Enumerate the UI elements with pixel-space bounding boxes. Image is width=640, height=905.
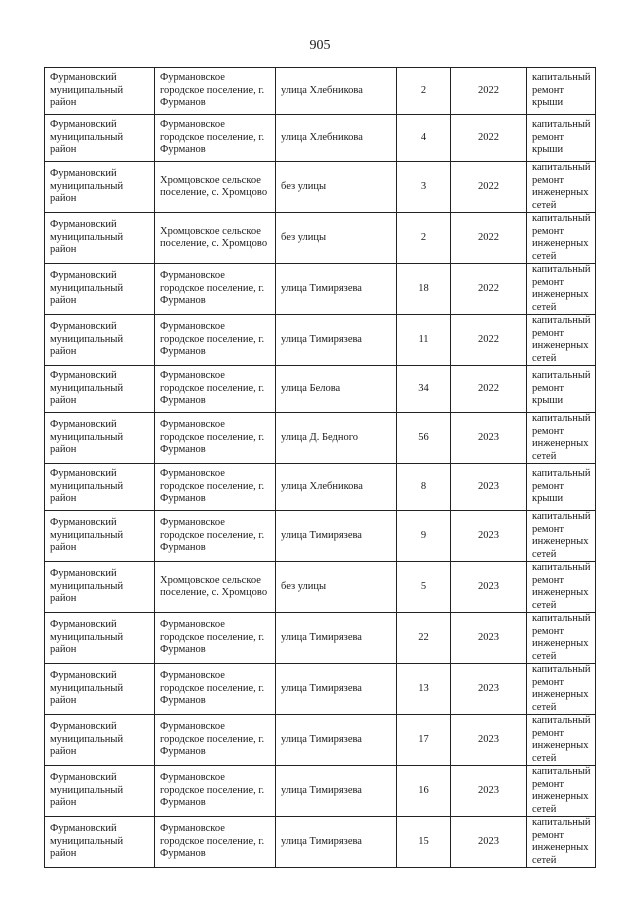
- settlement-cell: Фурмановское городское поселение, г. Фурманов: [155, 664, 276, 715]
- table-row: [45, 766, 596, 817]
- settlement-cell: Фурмановское городское поселение, г. Фурманов: [155, 715, 276, 766]
- repair-schedule-table: [44, 67, 596, 868]
- settlement-cell: Фурмановское городское поселение, г. Фурманов: [155, 366, 276, 413]
- street-cell: улица Хлебникова: [276, 115, 397, 162]
- year-cell: 2023: [451, 562, 527, 613]
- work-type-cell: капитальный ремонт инженерных сетей: [527, 664, 596, 715]
- work-type-cell: капитальный ремонт крыши: [527, 115, 596, 162]
- table-row: [45, 213, 596, 264]
- district-cell: Фурмановский муниципальный район: [45, 511, 155, 562]
- street-cell: улица Хлебникова: [276, 68, 397, 115]
- year-cell: 2022: [451, 366, 527, 413]
- settlement-cell: Хромцовское сельское поселение, с. Хромцово: [155, 162, 276, 213]
- table-row: [45, 817, 596, 868]
- house-cell: 56: [397, 413, 451, 464]
- house-cell: 2: [397, 68, 451, 115]
- table-row: [45, 115, 596, 162]
- table-row: [45, 264, 596, 315]
- house-cell: 2: [397, 213, 451, 264]
- work-type-cell: капитальный ремонт инженерных сетей: [527, 315, 596, 366]
- table-row: [45, 664, 596, 715]
- year-cell: 2023: [451, 817, 527, 868]
- work-type-cell: капитальный ремонт крыши: [527, 68, 596, 115]
- settlement-cell: Фурмановское городское поселение, г. Фурманов: [155, 264, 276, 315]
- district-cell: Фурмановский муниципальный район: [45, 664, 155, 715]
- year-cell: 2023: [451, 613, 527, 664]
- table-row: [45, 464, 596, 511]
- street-cell: улица Тимирязева: [276, 715, 397, 766]
- district-cell: Фурмановский муниципальный район: [45, 213, 155, 264]
- district-cell: Фурмановский муниципальный район: [45, 115, 155, 162]
- table-body: [45, 68, 596, 868]
- work-type-cell: капитальный ремонт инженерных сетей: [527, 817, 596, 868]
- work-type-cell: капитальный ремонт крыши: [527, 366, 596, 413]
- street-cell: без улицы: [276, 162, 397, 213]
- year-cell: 2022: [451, 315, 527, 366]
- street-cell: без улицы: [276, 562, 397, 613]
- street-cell: улица Д. Бедного: [276, 413, 397, 464]
- year-cell: 2023: [451, 464, 527, 511]
- street-cell: улица Тимирязева: [276, 664, 397, 715]
- street-cell: улица Тимирязева: [276, 511, 397, 562]
- house-cell: 9: [397, 511, 451, 562]
- house-cell: 5: [397, 562, 451, 613]
- settlement-cell: Фурмановское городское поселение, г. Фурманов: [155, 511, 276, 562]
- house-cell: 11: [397, 315, 451, 366]
- settlement-cell: Фурмановское городское поселение, г. Фурманов: [155, 766, 276, 817]
- table-row: [45, 715, 596, 766]
- street-cell: улица Тимирязева: [276, 264, 397, 315]
- district-cell: Фурмановский муниципальный район: [45, 464, 155, 511]
- table-row: [45, 413, 596, 464]
- district-cell: Фурмановский муниципальный район: [45, 766, 155, 817]
- year-cell: 2022: [451, 213, 527, 264]
- year-cell: 2023: [451, 766, 527, 817]
- year-cell: 2022: [451, 115, 527, 162]
- district-cell: Фурмановский муниципальный район: [45, 817, 155, 868]
- work-type-cell: капитальный ремонт инженерных сетей: [527, 213, 596, 264]
- table-row: [45, 511, 596, 562]
- year-cell: 2022: [451, 68, 527, 115]
- district-cell: Фурмановский муниципальный район: [45, 68, 155, 115]
- settlement-cell: Хромцовское сельское поселение, с. Хромцово: [155, 562, 276, 613]
- work-type-cell: капитальный ремонт инженерных сетей: [527, 413, 596, 464]
- house-cell: 15: [397, 817, 451, 868]
- work-type-cell: капитальный ремонт инженерных сетей: [527, 264, 596, 315]
- house-cell: 34: [397, 366, 451, 413]
- district-cell: Фурмановский муниципальный район: [45, 562, 155, 613]
- district-cell: Фурмановский муниципальный район: [45, 715, 155, 766]
- work-type-cell: капитальный ремонт инженерных сетей: [527, 766, 596, 817]
- street-cell: улица Тимирязева: [276, 817, 397, 868]
- year-cell: 2022: [451, 264, 527, 315]
- street-cell: улица Белова: [276, 366, 397, 413]
- settlement-cell: Фурмановское городское поселение, г. Фурманов: [155, 464, 276, 511]
- district-cell: Фурмановский муниципальный район: [45, 264, 155, 315]
- house-cell: 22: [397, 613, 451, 664]
- district-cell: Фурмановский муниципальный район: [45, 315, 155, 366]
- street-cell: без улицы: [276, 213, 397, 264]
- table-row: [45, 68, 596, 115]
- settlement-cell: Фурмановское городское поселение, г. Фурманов: [155, 613, 276, 664]
- street-cell: улица Тимирязева: [276, 315, 397, 366]
- house-cell: 4: [397, 115, 451, 162]
- district-cell: Фурмановский муниципальный район: [45, 613, 155, 664]
- house-cell: 16: [397, 766, 451, 817]
- table-row: [45, 613, 596, 664]
- year-cell: 2023: [451, 413, 527, 464]
- table-row: [45, 562, 596, 613]
- year-cell: 2023: [451, 511, 527, 562]
- house-cell: 8: [397, 464, 451, 511]
- house-cell: 13: [397, 664, 451, 715]
- street-cell: улица Тимирязева: [276, 613, 397, 664]
- settlement-cell: Фурмановское городское поселение, г. Фурманов: [155, 413, 276, 464]
- street-cell: улица Хлебникова: [276, 464, 397, 511]
- work-type-cell: капитальный ремонт инженерных сетей: [527, 562, 596, 613]
- street-cell: улица Тимирязева: [276, 766, 397, 817]
- settlement-cell: Фурмановское городское поселение, г. Фурманов: [155, 68, 276, 115]
- work-type-cell: капитальный ремонт инженерных сетей: [527, 715, 596, 766]
- table-row: [45, 315, 596, 366]
- district-cell: Фурмановский муниципальный район: [45, 162, 155, 213]
- settlement-cell: Хромцовское сельское поселение, с. Хромцово: [155, 213, 276, 264]
- house-cell: 3: [397, 162, 451, 213]
- district-cell: Фурмановский муниципальный район: [45, 413, 155, 464]
- settlement-cell: Фурмановское городское поселение, г. Фурманов: [155, 315, 276, 366]
- work-type-cell: капитальный ремонт инженерных сетей: [527, 511, 596, 562]
- settlement-cell: Фурмановское городское поселение, г. Фурманов: [155, 115, 276, 162]
- settlement-cell: Фурмановское городское поселение, г. Фурманов: [155, 817, 276, 868]
- year-cell: 2022: [451, 162, 527, 213]
- work-type-cell: капитальный ремонт инженерных сетей: [527, 162, 596, 213]
- district-cell: Фурмановский муниципальный район: [45, 366, 155, 413]
- page-number: 905: [309, 38, 331, 53]
- table-row: [45, 162, 596, 213]
- year-cell: 2023: [451, 664, 527, 715]
- year-cell: 2023: [451, 715, 527, 766]
- work-type-cell: капитальный ремонт инженерных сетей: [527, 613, 596, 664]
- house-cell: 18: [397, 264, 451, 315]
- house-cell: 17: [397, 715, 451, 766]
- work-type-cell: капитальный ремонт крыши: [527, 464, 596, 511]
- table-row: [45, 366, 596, 413]
